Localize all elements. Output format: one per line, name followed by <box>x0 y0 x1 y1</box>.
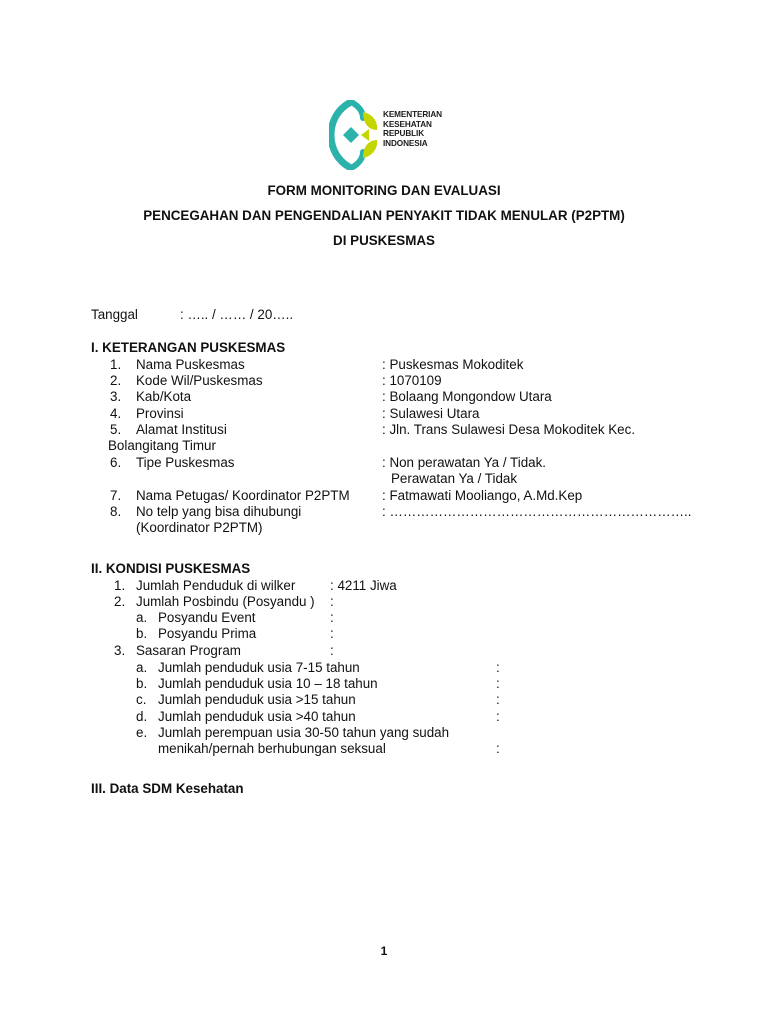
item-number: a. <box>136 610 148 625</box>
item-number: 8. <box>110 504 122 519</box>
item-number: 6. <box>110 455 122 470</box>
logo-line: REPUBLIK <box>383 129 425 139</box>
item-number: 4. <box>110 406 122 421</box>
item-label: Sasaran Program <box>136 643 241 658</box>
page-number: 1 <box>380 944 388 958</box>
item-value: : <box>330 643 334 658</box>
item-value: : Jln. Trans Sulawesi Desa Mokoditek Kec. <box>382 422 636 437</box>
item-label-secondary: menikah/pernah berhubungan seksual <box>158 741 386 756</box>
tanggal-label: Tanggal <box>91 307 138 322</box>
item-value: : Fatmawati Mooliango, A.Md.Kep <box>382 488 583 503</box>
item-value: : <box>496 741 500 756</box>
item-label: Jumlah Penduduk di wilker <box>136 578 296 593</box>
item-value: : <box>496 692 500 707</box>
item-label: Kab/Kota <box>136 389 192 404</box>
form-title: FORM MONITORING DAN EVALUASI <box>267 183 501 198</box>
item-label: Jumlah Posbindu (Posyandu ) <box>136 594 315 609</box>
item-label: Jumlah penduduk usia >15 tahun <box>158 692 356 707</box>
item-number: b. <box>136 676 148 691</box>
logo-line: INDONESIA <box>383 138 428 148</box>
item-label: Provinsi <box>136 406 184 421</box>
item-value-continuation: Bolangitang Timur <box>108 438 216 453</box>
item-number: 3. <box>110 389 122 404</box>
item-value: : 4211 Jiwa <box>330 578 397 593</box>
form-subtitle: PENCEGAHAN DAN PENGENDALIAN PENYAKIT TIDAK MENULAR (P2PTM) <box>143 208 625 223</box>
item-label: Jumlah penduduk usia >40 tahun <box>158 709 356 724</box>
item-label: Posyandu Event <box>158 610 256 625</box>
tanggal-value: : ….. / …… / 20….. <box>180 307 294 322</box>
item-number: 1. <box>114 578 126 593</box>
item-value: : <box>496 709 500 724</box>
form-location: DI PUSKESMAS <box>333 233 435 248</box>
logo-line: KEMENTERIAN <box>383 110 442 119</box>
section-3-title: III. Data SDM Kesehatan <box>91 781 244 796</box>
item-value: : Bolaang Mongondow Utara <box>382 389 552 404</box>
item-value: : <box>330 610 334 625</box>
item-number: c. <box>136 692 147 707</box>
item-label: Jumlah penduduk usia 7-15 tahun <box>158 660 360 675</box>
item-number: e. <box>136 725 148 740</box>
item-label: Jumlah perempuan usia 30-50 tahun yang sudah <box>158 725 450 740</box>
item-label: Nama Puskesmas <box>136 357 245 372</box>
item-label: Alamat Institusi <box>136 422 227 437</box>
logo-line: KESEHATAN <box>383 119 432 129</box>
item-label: Posyandu Prima <box>158 626 257 641</box>
item-value: : ………………………………………………………….. <box>382 504 692 519</box>
item-number: 5. <box>110 422 122 437</box>
item-value: : Non perawatan Ya / Tidak. <box>382 455 547 470</box>
kemenkes-logo-icon <box>329 100 381 170</box>
item-value: : <box>330 626 334 641</box>
item-label: Nama Petugas/ Koordinator P2PTM <box>136 488 350 503</box>
logo-wordmark <box>383 110 442 148</box>
item-value: : <box>496 676 500 691</box>
section-2-title: II. KONDISI PUSKESMAS <box>91 561 251 576</box>
item-number: b. <box>136 626 148 641</box>
item-value: : <box>496 660 500 675</box>
item-number: d. <box>136 709 148 724</box>
item-label: Jumlah penduduk usia 10 – 18 tahun <box>158 676 378 691</box>
item-number: 3. <box>114 643 126 658</box>
item-value: : Sulawesi Utara <box>382 406 480 421</box>
item-value: : 1070109 <box>382 373 442 388</box>
item-number: 1. <box>110 357 122 372</box>
item-number: 2. <box>110 373 122 388</box>
item-value-secondary: Perawatan Ya / Tidak <box>391 471 518 486</box>
item-label-secondary: (Koordinator P2PTM) <box>136 520 263 535</box>
kemenkes-logo <box>329 100 441 170</box>
item-number: a. <box>136 660 148 675</box>
item-label: No telp yang bisa dihubungi <box>136 504 302 519</box>
item-number: 7. <box>110 488 122 503</box>
item-number: 2. <box>114 594 126 609</box>
item-label: Kode Wil/Puskesmas <box>136 373 263 388</box>
item-label: Tipe Puskesmas <box>136 455 235 470</box>
section-1-title: I. KETERANGAN PUSKESMAS <box>91 340 286 355</box>
item-value: : <box>330 594 334 609</box>
item-value: : Puskesmas Mokoditek <box>382 357 524 372</box>
